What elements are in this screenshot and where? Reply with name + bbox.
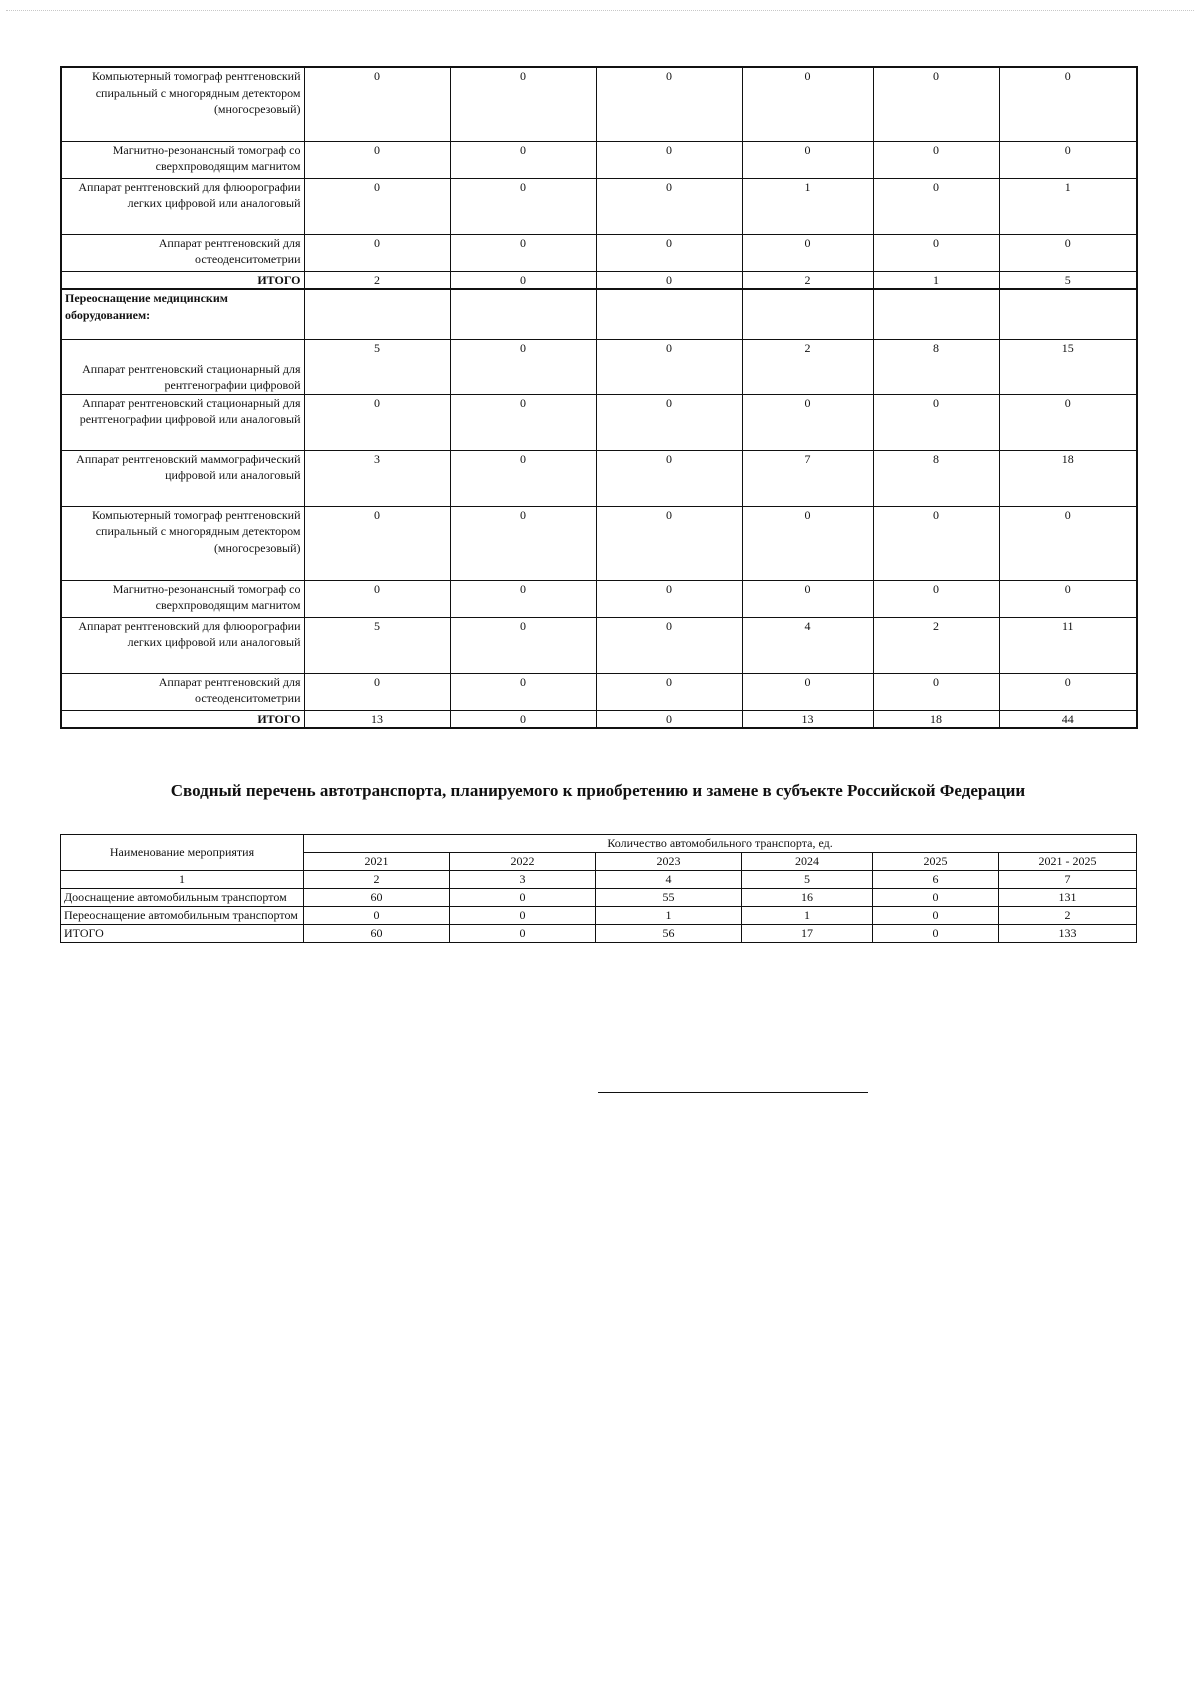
value-cell: 17 [742,925,873,943]
value-cell: 0 [873,141,999,178]
value-cell: 0 [450,673,596,710]
value-cell: 0 [999,67,1137,141]
value-cell: 2 [742,271,873,289]
value-cell [999,289,1137,339]
value-cell: 0 [450,617,596,673]
value-cell: 7 [742,450,873,506]
value-cell: 0 [450,67,596,141]
value-cell: 1 [742,178,873,234]
value-cell: 2 [999,907,1137,925]
value-cell: 13 [304,710,450,728]
value-cell: 13 [742,710,873,728]
value-cell: 18 [999,450,1137,506]
value-cell: 0 [999,580,1137,617]
value-cell: 11 [999,617,1137,673]
value-cell: 0 [873,907,999,925]
value-cell: 1 [999,178,1137,234]
value-cell [450,289,596,339]
value-cell: 56 [596,925,742,943]
header-name-cell: Наименование мероприятия [61,835,304,871]
value-cell: 60 [304,925,450,943]
value-cell: 1 [873,271,999,289]
equipment-name-cell: Компьютерный томограф рентгеновский спиральный с многорядным детектором (многосрезовый) [61,67,304,141]
transport-header-row [61,835,1137,853]
value-cell: 0 [742,234,873,271]
equipment-name-cell: Магнитно-резонансный томограф со сверхпроводящим магнитом [61,580,304,617]
value-cell: 2 [304,271,450,289]
transport-row [61,907,1137,925]
value-cell: 0 [873,925,999,943]
equipment-name-cell: Аппарат рентгеновский маммографический цифровой или аналоговый [61,450,304,506]
header-year-cell: 2023 [596,853,742,871]
value-cell: 0 [450,450,596,506]
value-cell: 0 [450,710,596,728]
value-cell: 0 [304,506,450,580]
transport-section-title: Сводный перечень автотранспорта, планируемого к приобретению и замене в субъекте Российской Федерации [170,781,1026,800]
equipment-row [61,234,1137,271]
value-cell: 8 [873,339,999,394]
value-cell: 0 [999,141,1137,178]
transport-colnum-row [61,871,1137,889]
value-cell: 60 [304,889,450,907]
value-cell [742,289,873,339]
transport-table-body [61,889,1137,943]
equipment-name-cell: Аппарат рентгеновский для флюорографии легких цифровой или аналоговый [61,617,304,673]
value-cell: 0 [450,925,596,943]
value-cell: 0 [873,394,999,450]
value-cell: 0 [450,889,596,907]
equipment-row [61,673,1137,710]
value-cell [873,289,999,339]
equipment-name-cell: Аппарат рентгеновский стационарный для рентгенографии цифровой [61,339,304,394]
value-cell: 0 [450,178,596,234]
column-number-cell: 2 [304,871,450,889]
value-cell: 0 [304,234,450,271]
column-number-cell: 6 [873,871,999,889]
section-row [61,289,1137,339]
header-year-cell: 2021 [304,853,450,871]
value-cell: 0 [596,339,742,394]
value-cell: 0 [596,580,742,617]
value-cell: 0 [304,673,450,710]
equipment-row [61,178,1137,234]
equipment-row [61,141,1137,178]
equipment-table [60,66,1138,729]
equipment-row [61,450,1137,506]
value-cell: 0 [742,141,873,178]
value-cell: 0 [304,394,450,450]
value-cell: 0 [596,673,742,710]
value-cell: 0 [450,141,596,178]
scan-edge-line [6,10,1194,11]
value-cell: 44 [999,710,1137,728]
value-cell: 0 [999,673,1137,710]
equipment-row [61,506,1137,580]
transport-name-cell: ИТОГО [61,925,304,943]
value-cell: 0 [596,67,742,141]
value-cell: 0 [304,67,450,141]
value-cell: 0 [596,234,742,271]
transport-row [61,889,1137,907]
value-cell: 2 [873,617,999,673]
value-cell: 0 [742,67,873,141]
equipment-name-cell: Аппарат рентгеновский для флюорографии легких цифровой или аналоговый [61,178,304,234]
value-cell: 0 [450,234,596,271]
value-cell: 0 [304,907,450,925]
equipment-name-cell: ИТОГО [61,271,304,289]
signature-line [598,1092,868,1093]
value-cell: 0 [999,506,1137,580]
transport-name-cell: Переоснащение автомобильным транспортом [61,907,304,925]
value-cell: 0 [596,271,742,289]
transport-table [60,834,1137,943]
value-cell: 0 [873,234,999,271]
value-cell: 0 [999,394,1137,450]
header-year-cell: 2025 [873,853,999,871]
equipment-name-cell: Компьютерный томограф рентгеновский спиральный с многорядным детектором (многосрезовый) [61,506,304,580]
transport-row [61,925,1137,943]
value-cell: 0 [596,178,742,234]
total-row [61,271,1137,289]
header-year-cell: 2024 [742,853,873,871]
equipment-row [61,394,1137,450]
section-title-cell: Переоснащение медицинским оборудованием: [61,289,304,339]
header-group-cell: Количество автомобильного транспорта, ед. [304,835,1137,853]
value-cell: 8 [873,450,999,506]
equipment-name-cell: Аппарат рентгеновский для остеоденситометрии [61,234,304,271]
value-cell: 0 [596,450,742,506]
value-cell: 0 [304,580,450,617]
value-cell [304,289,450,339]
value-cell: 0 [999,234,1137,271]
value-cell: 1 [742,907,873,925]
total-row [61,710,1137,728]
value-cell: 0 [596,617,742,673]
equipment-row [61,580,1137,617]
value-cell: 3 [304,450,450,506]
value-cell: 0 [596,506,742,580]
value-cell: 0 [450,907,596,925]
value-cell: 0 [873,673,999,710]
column-number-cell: 4 [596,871,742,889]
value-cell: 0 [596,394,742,450]
value-cell: 0 [742,506,873,580]
value-cell: 5 [999,271,1137,289]
value-cell: 1 [596,907,742,925]
equipment-row [61,617,1137,673]
transport-name-cell: Дооснащение автомобильным транспортом [61,889,304,907]
value-cell: 0 [450,394,596,450]
column-number-cell: 1 [61,871,304,889]
value-cell: 0 [873,506,999,580]
value-cell: 0 [742,673,873,710]
value-cell: 0 [873,889,999,907]
column-number-cell: 3 [450,871,596,889]
equipment-row [61,67,1137,141]
value-cell: 0 [596,710,742,728]
equipment-name-cell: Аппарат рентгеновский для остеоденситометрии [61,673,304,710]
value-cell: 18 [873,710,999,728]
value-cell: 133 [999,925,1137,943]
equipment-table-body [61,67,1137,728]
value-cell: 0 [742,580,873,617]
column-number-cell: 7 [999,871,1137,889]
value-cell: 0 [450,580,596,617]
value-cell: 0 [450,339,596,394]
equipment-name-cell: ИТОГО [61,710,304,728]
value-cell: 0 [450,271,596,289]
equipment-row [61,339,1137,394]
value-cell: 0 [596,141,742,178]
value-cell: 15 [999,339,1137,394]
value-cell: 16 [742,889,873,907]
value-cell: 0 [873,580,999,617]
value-cell [596,289,742,339]
value-cell: 55 [596,889,742,907]
value-cell: 0 [304,178,450,234]
equipment-name-cell: Магнитно-резонансный томограф со сверхпроводящим магнитом [61,141,304,178]
equipment-name-cell: Аппарат рентгеновский стационарный для рентгенографии цифровой или аналоговый [61,394,304,450]
value-cell: 0 [873,67,999,141]
header-year-cell: 2022 [450,853,596,871]
header-year-cell: 2021 - 2025 [999,853,1137,871]
column-number-cell: 5 [742,871,873,889]
value-cell: 2 [742,339,873,394]
value-cell: 5 [304,339,450,394]
value-cell: 0 [304,141,450,178]
value-cell: 131 [999,889,1137,907]
value-cell: 0 [742,394,873,450]
value-cell: 0 [873,178,999,234]
value-cell: 5 [304,617,450,673]
value-cell: 0 [450,506,596,580]
value-cell: 4 [742,617,873,673]
